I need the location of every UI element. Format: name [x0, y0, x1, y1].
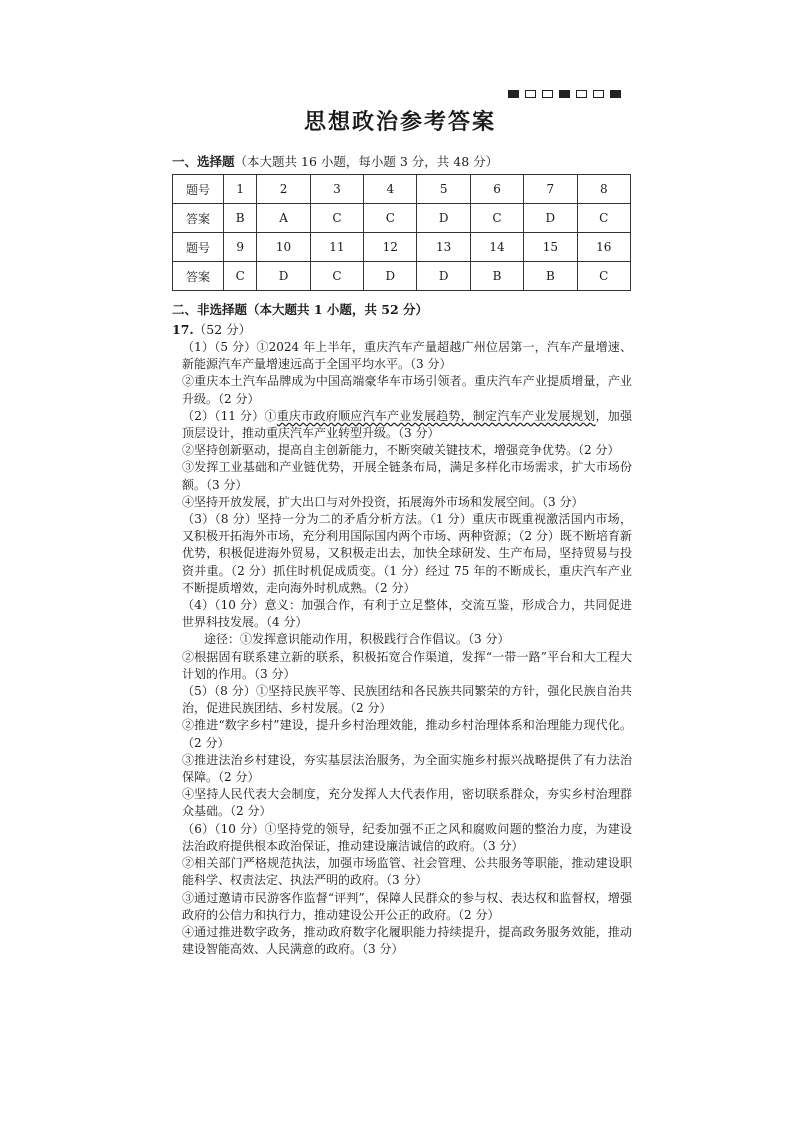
table-cell: 8	[577, 175, 630, 204]
answer-text: （5）（8 分）①坚持民族平等、民族团结和各民族共同繁荣的方针，强化民族自治共治，促进民族团结、乡村发展。（2 分）	[182, 684, 632, 716]
table-cell: B	[470, 262, 523, 291]
table-cell: 3	[310, 175, 363, 204]
header-mark	[610, 90, 621, 98]
answer-text: （2）（11 分）①	[182, 408, 277, 423]
answer-text: ④坚持开放发展，扩大出口与对外投资，拓展海外市场和发展空间。（3 分）	[182, 494, 584, 509]
table-cell: D	[257, 262, 310, 291]
table-cell: C	[310, 204, 363, 233]
answer-text: ②根据固有联系建立新的联系，积极拓宽合作渠道，发挥“一带一路”平台和大工程大计划的作用。（3 分）	[182, 649, 632, 681]
answer-paragraph	[182, 890, 632, 924]
answer-text: ③推进法治乡村建设，夯实基层法治服务，为全面实施乡村振兴战略提供了有力法治保障。（2 分）	[182, 752, 632, 785]
header-mark	[576, 90, 587, 98]
answer-text: （4）（10 分）意义：加强合作，有利于立足整体，交流互鉴，形成合力，共同促进世界科技发展。（4 分）	[182, 598, 632, 630]
table-row	[173, 175, 631, 204]
table-cell: B	[224, 204, 257, 233]
table-cell: C	[470, 204, 523, 233]
table-cell: 1	[224, 175, 257, 204]
section1-heading	[172, 152, 498, 170]
answer-paragraph	[182, 752, 632, 786]
table-cell: 6	[470, 175, 523, 204]
table-cell: C	[224, 262, 257, 291]
answer-paragraph	[182, 494, 632, 511]
section2-heading-label: 二、非选择题	[172, 302, 248, 317]
table-cell: D	[417, 204, 470, 233]
question-17-header	[172, 320, 251, 338]
table-cell: D	[524, 204, 577, 233]
question-number: 17.	[172, 322, 194, 337]
row-header-cell: 题号	[173, 233, 224, 262]
answer-text: ②推进“数字乡村”建设，提升乡村治理效能，推动乡村治理体系和治理能力现代化。（2 分）	[182, 718, 632, 750]
answer-text: （1）（5 分）①2024 年上半年，重庆汽车产量超越广州位居第一，汽车产量增速、新能源汽车产量增速远高于全国平均水平。（3 分）	[182, 340, 632, 372]
table-cell: C	[364, 204, 417, 233]
table-row	[173, 204, 631, 233]
underlined-answer-text: 重庆市政府顺应汽车产业发展趋势，制定汽车产业发展规划	[276, 408, 596, 423]
table-cell: 11	[310, 233, 363, 262]
table-cell: C	[577, 262, 630, 291]
answer-text: ②坚持创新驱动，提高自主创新能力，不断突破关键技术，增强竞争优势。（2 分）	[182, 443, 620, 458]
section1-heading-label: 一、选择题	[172, 154, 235, 169]
table-cell: D	[364, 262, 417, 291]
answer-table	[172, 174, 631, 291]
section2-heading-note: （本大题共 1 小题，共 52 分）	[247, 302, 429, 317]
answer-paragraph	[182, 511, 632, 597]
answer-paragraph	[182, 339, 632, 373]
table-cell: 2	[257, 175, 310, 204]
table-cell: 15	[524, 233, 577, 262]
table-cell: 5	[417, 175, 470, 204]
header-mark	[525, 90, 536, 98]
table-cell: 10	[257, 233, 310, 262]
table-row	[173, 233, 631, 262]
answer-paragraph	[182, 786, 632, 820]
answer-text: ④坚持人民代表大会制度，充分发挥人大代表作用，密切联系群众，夯实乡村治理群众基础。（2 分）	[182, 787, 632, 819]
answer-text: ③通过邀请市民游客作监督“评判”，保障人民群众的参与权、表达权和监督权，增强政府的公信力和执行力，推动建设公开公正的政府。（2 分）	[182, 890, 632, 922]
answer-text: ②相关部门严格规范执法，加强市场监管、社会管理、公共服务等职能，推动建设职能科学、权责法定、执法严明的政府。（3 分）	[182, 856, 632, 888]
table-cell: 14	[470, 233, 523, 262]
header-mark	[508, 90, 519, 98]
answer-text: （3）（8 分）坚持一分为二的矛盾分析方法。（1 分）重庆市既重视激活国内市场，又积极开拓海外市场，充分利用国际国内两个市场、两种资源；（2 分）既不断培育新优势，积极促进海外贸易，又积极走出去，加快全球研发、生产布局，坚持贸易与投资并重。（2 分）抓住时机促成质变。（1 分）经过 75 年的不断成长，重庆汽车产业不断提质增效，走向海外时机成熟。（2 分）	[182, 512, 632, 595]
answer-paragraph	[182, 821, 632, 855]
answer-paragraph	[182, 855, 632, 889]
answer-text: （6）（10 分）①坚持党的领导，纪委加强不正之风和腐败问题的整治力度，为建设法治政府提供根本政治保证，推动建设廉洁诚信的政府。（3 分）	[182, 821, 632, 853]
table-cell: 12	[364, 233, 417, 262]
answer-text: ④通过推进数字政务，推动政府数字化履职能力持续提升，提高政务服务效能，推动建设智能高效、人民满意的政府。（3 分）	[182, 924, 632, 957]
table-cell: D	[417, 262, 470, 291]
answer-paragraph	[182, 649, 632, 683]
row-header-cell: 题号	[173, 175, 224, 204]
table-cell: C	[577, 204, 630, 233]
header-mark	[559, 90, 570, 98]
table-cell: C	[310, 262, 363, 291]
table-cell: 13	[417, 233, 470, 262]
section1-heading-note: （本大题共 16 小题，每小题 3 分，共 48 分）	[234, 154, 499, 169]
header-mark	[593, 90, 604, 98]
section2-heading	[172, 300, 428, 318]
table-cell: 7	[524, 175, 577, 204]
answer-text: 途径：①发挥意识能动作用，积极践行合作倡议。（3 分）	[204, 632, 510, 647]
answer-paragraph	[182, 597, 632, 631]
question-points: （52 分）	[193, 322, 252, 337]
answer-paragraph	[182, 408, 632, 442]
table-cell: 16	[577, 233, 630, 262]
table-cell: 4	[364, 175, 417, 204]
answer-paragraph	[182, 631, 632, 648]
answer-text-continued: ，加强顶层设计，推动重庆汽车产业转型升级。（3 分）	[182, 408, 632, 441]
table-cell: 9	[224, 233, 257, 262]
table-cell: B	[524, 262, 577, 291]
row-header-cell: 答案	[173, 262, 224, 291]
header-marks	[508, 90, 621, 98]
answer-paragraph	[182, 717, 632, 751]
answer-paragraph	[182, 373, 632, 407]
answer-text: ②重庆本土汽车品牌成为中国高端豪华车市场引领者。重庆汽车产业提质增量，产业升级。（2 分）	[182, 374, 632, 406]
table-cell: A	[257, 204, 310, 233]
answer-paragraph	[182, 442, 632, 459]
answer-paragraph	[182, 924, 632, 958]
table-row	[173, 262, 631, 291]
answer-text: ③发挥工业基础和产业链优势，开展全链条布局，满足多样化市场需求，扩大市场份额。（3 分）	[182, 460, 632, 492]
answer-paragraph	[182, 459, 632, 493]
answer-paragraph	[182, 683, 632, 717]
row-header-cell: 答案	[173, 204, 224, 233]
page-title: 思想政治参考答案	[303, 109, 496, 135]
header-mark	[542, 90, 553, 98]
question-17-answers	[182, 339, 632, 958]
